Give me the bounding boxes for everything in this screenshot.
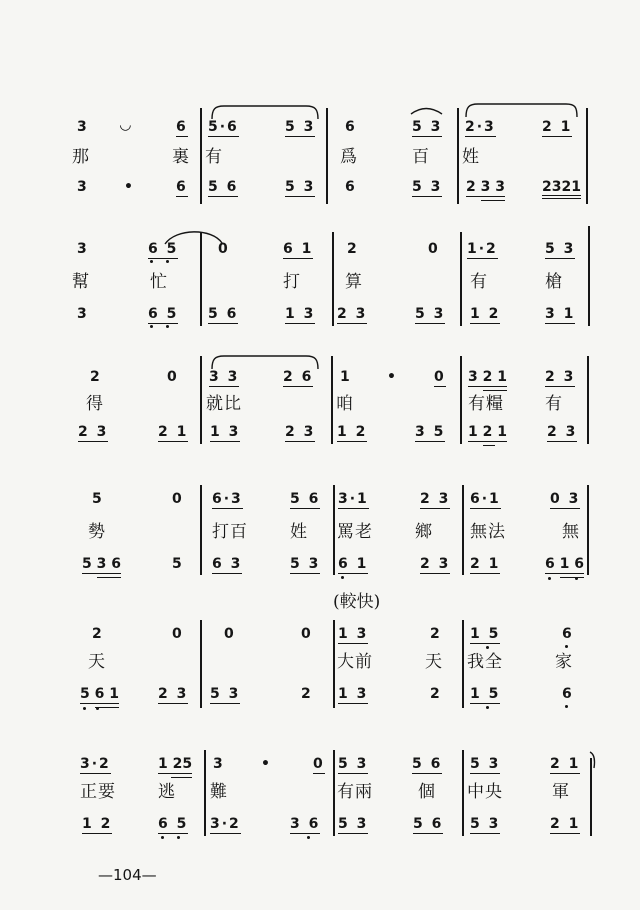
octave-dot [307, 836, 310, 839]
lyric: 得 [86, 394, 104, 414]
accompaniment-note: 5 3 [412, 179, 443, 195]
barline [326, 108, 328, 204]
melody-note: 2·3 [465, 119, 496, 135]
lyric: 天 [88, 652, 106, 672]
lyric: 無 [562, 522, 580, 542]
melody-note: 5 6 [412, 756, 443, 772]
accompaniment-note: 1 3 [285, 306, 316, 322]
lyric: 姓 [462, 147, 480, 167]
octave-dot [575, 577, 578, 580]
accompaniment-note: 5 3 [470, 816, 501, 832]
melody-note: 5 [92, 491, 104, 507]
lyric: 正要 [80, 782, 116, 802]
barline [331, 356, 333, 444]
octave-dot [565, 645, 568, 648]
lyric: 爲 [340, 147, 358, 167]
accompaniment-note: 6 [562, 686, 574, 702]
melody-note: 6 [562, 626, 574, 642]
accompaniment-note: 3 5 [415, 424, 446, 440]
accompaniment-note: • [124, 179, 135, 195]
accompaniment-note: 2 3 [78, 424, 109, 440]
melody-note: 0 3 [550, 491, 581, 507]
melody-note: 1 25 [158, 756, 193, 772]
lyric: 大前 [337, 652, 373, 672]
barline [200, 620, 202, 708]
melody-note: 5 3 [285, 119, 316, 135]
accompaniment-note: 5 [172, 556, 184, 572]
accompaniment-note: 5 6 [208, 306, 239, 322]
melody-note: 0 [224, 626, 236, 642]
octave-dot [565, 705, 568, 708]
barline [204, 750, 206, 836]
barline [462, 485, 464, 575]
lyric: 鄉 [415, 522, 433, 542]
barline [200, 232, 202, 326]
accompaniment-note: 2 3 [547, 424, 578, 440]
octave-dot [96, 707, 99, 710]
accompaniment-note: 3 1 [545, 306, 576, 322]
lyric: 有糧 [468, 394, 504, 414]
accompaniment-note: 6 5 [148, 306, 179, 322]
melody-note: 2 [92, 626, 104, 642]
melody-note: 3 [77, 119, 89, 135]
melody-note: 2 1 [550, 756, 581, 772]
melody-note: 6 [345, 119, 357, 135]
lyric: 家 [555, 652, 573, 672]
melody-note: 5 3 [545, 241, 576, 257]
accompaniment-note: 5 3 [338, 816, 369, 832]
accompaniment-note: 5 3 [415, 306, 446, 322]
accompaniment-note: 5 6 [413, 816, 444, 832]
barline [200, 108, 202, 204]
accompaniment-note: 1 5 [470, 686, 501, 702]
accompaniment-note: 2 1 [158, 424, 189, 440]
accompaniment-note: 3 [77, 179, 89, 195]
melody-note: 2 3 [545, 369, 576, 385]
melody-note: 3 3 [209, 369, 240, 385]
melody-note: 6·3 [212, 491, 243, 507]
slur [212, 106, 318, 119]
lyric: 打百 [212, 522, 248, 542]
octave-dot [150, 260, 153, 263]
melody-note: 3·2 [80, 756, 111, 772]
octave-dot [83, 707, 86, 710]
accompaniment-note: 5 3 [285, 179, 316, 195]
accompaniment-note: 1 2 1 [468, 424, 507, 440]
melody-note: 1 3 [338, 626, 369, 642]
lyric: 姓 [290, 522, 308, 542]
melody-note: 5 3 [412, 119, 443, 135]
accompaniment-note: 6 1 6 [545, 556, 584, 572]
accompaniment-note: 2 3 [420, 556, 451, 572]
lyric: 就比 [206, 394, 242, 414]
lyric: 忙 [150, 272, 168, 292]
lyric: 天 [425, 652, 443, 672]
melody-note: 3 [77, 241, 89, 257]
accompaniment-note: 5 3 6 [82, 556, 121, 572]
melody-note: 0 [218, 241, 230, 257]
tempo-marking: (較快) [333, 592, 381, 612]
lyric: 算 [345, 272, 363, 292]
melody-note: 5 3 [470, 756, 501, 772]
barline [462, 620, 464, 708]
accompaniment-note: 5 6 [208, 179, 239, 195]
accompaniment-note: 2 1 [550, 816, 581, 832]
melody-note: 2 6 [283, 369, 314, 385]
lyric: 個 [418, 782, 436, 802]
melody-note: 0 [167, 369, 179, 385]
accompaniment-note: 1 3 [338, 686, 369, 702]
barline [333, 750, 335, 836]
melody-note: 0 [428, 241, 440, 257]
melody-note: 1 [340, 369, 352, 385]
melody-note: 2 [430, 626, 442, 642]
slur [466, 104, 577, 117]
accompaniment-note: 2321 [542, 180, 581, 199]
barline [586, 108, 588, 204]
melody-note: 2 1 [542, 119, 573, 135]
melody-note: 2 [90, 369, 102, 385]
slur [212, 356, 318, 369]
lyric: 我全 [467, 652, 503, 672]
accompaniment-note: 2 3 [285, 424, 316, 440]
lyric: 有 [205, 147, 223, 167]
barline [200, 356, 202, 444]
lyric: 咱 [336, 394, 354, 414]
accompaniment-note: 6 1 [338, 556, 369, 572]
barline [460, 232, 462, 326]
accompaniment-note: 5 3 [290, 556, 321, 572]
octave-dot [166, 260, 169, 263]
barline [333, 485, 335, 575]
lyric: 中央 [467, 782, 503, 802]
melody-note: • [261, 756, 272, 772]
accompaniment-note: 1 2 [337, 424, 368, 440]
octave-dot [486, 646, 489, 649]
lyric: 逃 [158, 782, 176, 802]
melody-note: 0 [172, 491, 184, 507]
barline [587, 356, 589, 444]
accompaniment-note: 5 6 1 [80, 686, 119, 702]
lyric: 無法 [470, 522, 506, 542]
accompaniment-note: 2 [301, 686, 313, 702]
melody-note: 5 6 [290, 491, 321, 507]
melody-note: 2 3 [420, 491, 451, 507]
melody-note: 5·6 [208, 119, 239, 135]
barline [457, 108, 459, 204]
melody-note: • [387, 369, 398, 385]
lyric: 百 [412, 147, 430, 167]
barline [587, 485, 589, 575]
lyric: 有 [545, 394, 563, 414]
lyric: 打 [283, 272, 301, 292]
melody-note: 1·2 [467, 241, 498, 257]
accompaniment-note: 2 3 3 [466, 179, 505, 195]
accompaniment-note: 5 3 [210, 686, 241, 702]
lyric: 軍 [552, 782, 570, 802]
octave-dot [177, 836, 180, 839]
octave-dot [548, 577, 551, 580]
barline [588, 226, 590, 326]
octave-dot [341, 576, 344, 579]
melody-note: 6 5 [148, 241, 179, 257]
barline [590, 758, 592, 836]
breath-mark: ◡ [120, 117, 133, 133]
barline [200, 485, 202, 575]
accompaniment-note: 6 3 [212, 556, 243, 572]
lyric: 幫 [72, 272, 90, 292]
melody-note: 6·1 [470, 491, 501, 507]
lyric: 槍 [545, 272, 563, 292]
accompaniment-note: 6 [345, 179, 357, 195]
lyric: 有 [470, 272, 488, 292]
melody-note: 3 2 1 [468, 369, 507, 385]
barline [462, 750, 464, 836]
melody-note: 5 3 [338, 756, 369, 772]
accompaniment-note: 3 [77, 306, 89, 322]
lyric: 難 [210, 782, 228, 802]
melody-note: 0 [434, 369, 446, 385]
barline [460, 356, 462, 444]
accompaniment-note: 3·2 [210, 816, 241, 832]
barline [333, 620, 335, 708]
melody-note: 0 [172, 626, 184, 642]
accompaniment-note: 2 [430, 686, 442, 702]
page-number: —104— [98, 866, 157, 884]
accompaniment-note: 6 [176, 179, 188, 195]
octave-dot [486, 706, 489, 709]
melody-note: 3·1 [338, 491, 369, 507]
accompaniment-note: 3 6 [290, 816, 321, 832]
octave-dot [161, 836, 164, 839]
melody-note: 3 [213, 756, 225, 772]
accompaniment-note: 2 3 [337, 306, 368, 322]
accompaniment-note: 6 5 [158, 816, 189, 832]
accompaniment-note: 2 1 [470, 556, 501, 572]
melody-note: 6 [176, 119, 188, 135]
lyric: 勢 [88, 522, 106, 542]
barline [332, 232, 334, 326]
lyric: 那 [72, 147, 90, 167]
melody-note: 2 [347, 241, 359, 257]
slur [411, 109, 442, 115]
octave-dot [166, 325, 169, 328]
melody-note: 6 1 [283, 241, 314, 257]
lyric: 有兩 [337, 782, 373, 802]
melody-note: 1 5 [470, 626, 501, 642]
melody-note: 0 [301, 626, 313, 642]
lyric: 裏 [172, 147, 190, 167]
octave-dot [150, 325, 153, 328]
melody-note: 0 [313, 756, 325, 772]
accompaniment-note: 1 3 [210, 424, 241, 440]
lyric: 罵老 [337, 522, 373, 542]
accompaniment-note: 2 3 [158, 686, 189, 702]
accompaniment-note: 1 2 [470, 306, 501, 322]
accompaniment-note: 1 2 [82, 816, 113, 832]
